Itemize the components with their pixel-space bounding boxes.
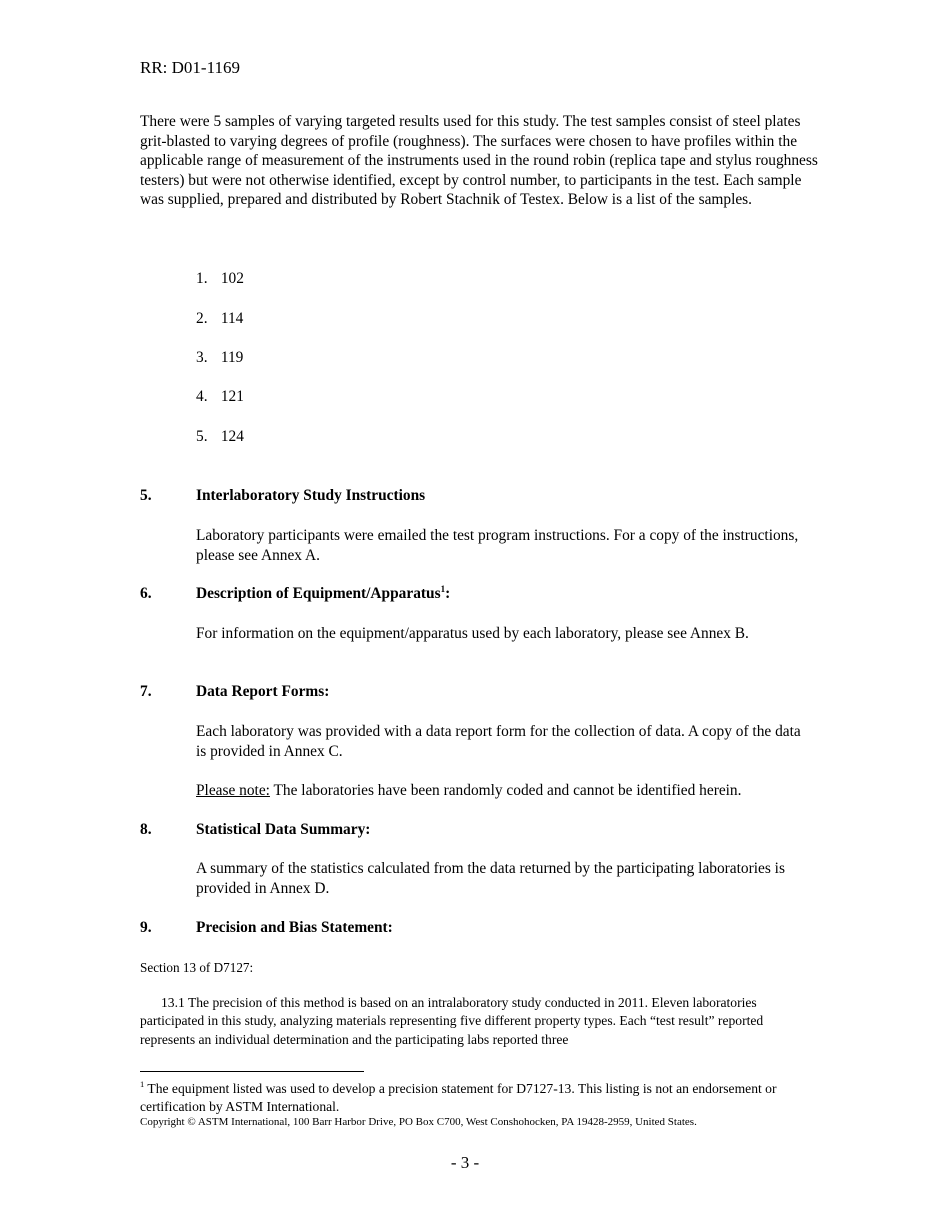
sample-number: 3. bbox=[196, 349, 208, 366]
document-id-header: RR: D01-1169 bbox=[140, 58, 240, 77]
sample-list-item bbox=[196, 388, 244, 406]
footnote-reference: 1 bbox=[440, 584, 446, 594]
page-number: - 3 - bbox=[450, 1153, 480, 1172]
section-heading-text: Description of Equipment/Apparatus bbox=[196, 585, 441, 602]
section-heading-instructions: Interlaboratory Study Instructions bbox=[196, 487, 426, 504]
sample-list-item bbox=[196, 349, 243, 367]
section-number: 5. bbox=[140, 487, 152, 504]
footnote bbox=[140, 1080, 810, 1117]
section-heading-data-report-forms: Data Report Forms: bbox=[196, 683, 330, 700]
intro-paragraph: There were 5 samples of varying targeted results used for this study. The test samples consist of steel plates grit-blasted to varying degrees of profile (roughness). The surfaces were chosen to have profiles within the applicable range of measurement of the instruments used in the round robin (replica tape and stylus roughness testers) but were not otherwise identified, except by control number, to participants in the test. Each sample was supplied, prepared and distributed by Robert Stachnik of Testex. Below is a list of the samples. bbox=[140, 113, 818, 209]
section-body-statistical-summary: A summary of the statistics calculated from the data returned by the participating laboratories is provided in Annex D. bbox=[196, 860, 785, 897]
precision-quote-paragraph: 13.1 The precision of this method is based on an intralaboratory study conducted in 2011. Eleven laboratories participated in this study, analyzing materials representing five different property types. Each “test result” reported represents an individual determination and the participating labs reported three bbox=[140, 995, 764, 1047]
section-body-data-report-forms: Each laboratory was provided with a data report form for the collection of data. A copy of the data is provided in Annex C. bbox=[196, 723, 801, 760]
copyright-notice: Copyright © ASTM International, 100 Barr Harbor Drive, PO Box C700, West Conshohocken, PA 19428-2959, United States. bbox=[140, 1116, 697, 1128]
section-reference: Section 13 of D7127: bbox=[140, 960, 254, 975]
sample-value: 119 bbox=[220, 349, 244, 366]
footnote-divider bbox=[140, 1071, 364, 1072]
sample-number: 1. bbox=[196, 270, 208, 287]
section-heading-equipment bbox=[196, 585, 450, 603]
sample-number: 2. bbox=[196, 310, 208, 327]
sample-list-item bbox=[196, 310, 243, 328]
sample-value: 114 bbox=[220, 310, 244, 327]
section-number: 9. bbox=[140, 919, 152, 936]
section-heading-precision-bias: Precision and Bias Statement: bbox=[196, 919, 393, 936]
sample-number: 5. bbox=[196, 428, 208, 445]
footnote-mark: 1 bbox=[140, 1079, 145, 1089]
please-note-text: The laboratories have been randomly coded and cannot be identified herein. bbox=[269, 782, 742, 799]
sample-value: 102 bbox=[220, 270, 244, 287]
sample-list-item bbox=[196, 270, 244, 288]
footnote-text: The equipment listed was used to develop a precision statement for D7127-13. This listing is not an endorsement or certification by ASTM International. bbox=[140, 1081, 777, 1115]
section-body-instructions: Laboratory participants were emailed the test program instructions. For a copy of the instructions, please see Annex A. bbox=[196, 527, 799, 564]
section-number: 6. bbox=[140, 585, 152, 602]
section-number: 7. bbox=[140, 683, 152, 700]
section-heading-statistical-summary: Statistical Data Summary: bbox=[196, 821, 371, 838]
please-note-label: Please note: bbox=[196, 782, 270, 799]
sample-value: 124 bbox=[220, 428, 244, 445]
section-body-equipment: For information on the equipment/apparatus used by each laboratory, please see Annex B. bbox=[196, 625, 749, 642]
sample-number: 4. bbox=[196, 388, 208, 405]
please-note-paragraph bbox=[196, 781, 811, 801]
section-number: 8. bbox=[140, 821, 152, 838]
sample-value: 121 bbox=[220, 388, 244, 405]
sample-list-item bbox=[196, 428, 244, 446]
section-heading-suffix: : bbox=[445, 585, 451, 602]
